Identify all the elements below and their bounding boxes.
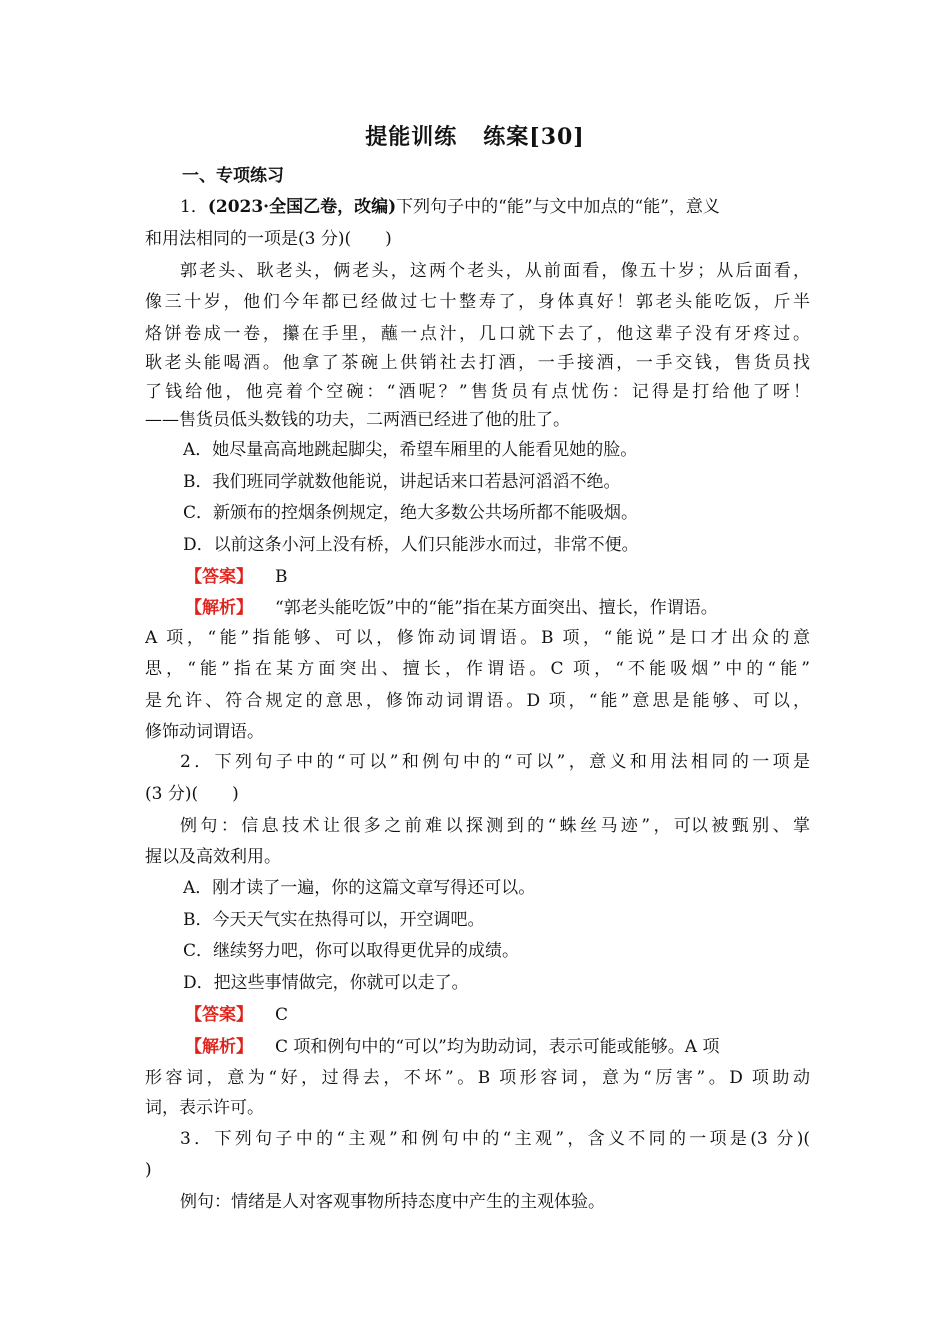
q2-option-d: D．把这些事情做完，你就可以走了。 <box>183 973 469 993</box>
emphasis-dot-char: 以 <box>691 813 708 839</box>
page-title <box>0 120 950 151</box>
q2-analysis-line: 词，表示许可。 <box>145 1098 264 1118</box>
q2-analysis-line: 形容词，意为“好，过得去，不坏”。B 项形容词，意为“厉害”。D 项助动 <box>145 1068 810 1088</box>
q1-passage-line: 像三十岁，他们今年都已经做过七十整寿了，身体真好！郭老头能吃饭，斤半 <box>145 289 810 315</box>
analysis-tag: 【解析】 <box>185 598 253 618</box>
q1-option-a: A．她尽量高高地跳起脚尖，希望车厢里的人能看见她的脸。 <box>183 440 638 460</box>
answer-value: B <box>275 567 288 587</box>
answer-tag: 【答案】 <box>185 1005 253 1025</box>
q2-option-b: B．今天天气实在热得可以，开空调吧。 <box>183 910 485 930</box>
analysis-tag: 【解析】 <box>185 1037 253 1057</box>
q3-stem-line2: ) <box>145 1160 152 1180</box>
q1-stem-line1: 1．(2023·全国乙卷，改编)下列句子中的“能”与文中加点的“能”，意义 <box>180 197 720 217</box>
q3-stem-line1: 3．下列句子中的“主观”和例句中的“主观”，含义不同的一项是(3 分)( <box>180 1129 810 1149</box>
emphasis-dot-char: 可 <box>674 813 691 839</box>
q1-analysis-line1: 【解析】 “郭老头能吃饭”中的“能”指在某方面突出、擅长，作谓语。 <box>185 598 718 618</box>
emphasis-dot-char: 能 <box>695 289 712 315</box>
q1-option-c: C．新颁布的控烟条例规定，绝大多数公共场所都不能吸烟。 <box>183 503 639 523</box>
q2-answer <box>185 1002 850 1028</box>
q1-option-b: B．我们班同学就数他能说，讲起话来口若悬河滔滔不绝。 <box>183 472 621 492</box>
q1-passage-line: 了钱给他，他亮着个空碗：“酒呢？”售货员有点忧伤：记得是打给他了呀！ <box>145 382 810 402</box>
q2-option-c: C．继续努力吧，你可以取得更优异的成绩。 <box>183 941 520 961</box>
q1-answer <box>185 564 850 590</box>
q2-analysis-line1: 【解析】 C 项和例句中的“可以”均为助动词，表示可能或能够。A 项 <box>185 1037 720 1057</box>
q1-analysis-line: 思，“能”指在某方面突出、擅长，作谓语。C 项，“不能吸烟”中的“能” <box>145 659 810 679</box>
title-code: 练案[30] <box>483 124 585 150</box>
q1-option-d: D．以前这条小河上没有桥，人们只能涉水而过，非常不便。 <box>183 535 639 555</box>
q2-example-line1: 例句：信息技术让很多之前难以探测到的“蛛丝马迹”，可以被甄别、掌 <box>180 813 810 839</box>
q1-passage-line: 郭老头、耿老头，俩老头，这两个老头，从前面看，像五十岁；从后面看， <box>180 261 810 281</box>
answer-value: C <box>275 1005 289 1025</box>
title-main: 提能训练 <box>365 124 458 150</box>
q1-source: (2023·全国乙卷，改编) <box>207 197 397 217</box>
q3-example-line: 例句：情绪是人对客观事物所持态度中产生的主观体验。 <box>180 1189 810 1215</box>
q1-passage-line: 耿老头能喝酒。他拿了茶碗上供销社去打酒，一手接酒，一手交钱，售货员找 <box>145 353 810 373</box>
q2-stem-line1: 2．下列句子中的“可以”和例句中的“可以”，意义和用法相同的一项是 <box>180 752 810 772</box>
section-heading: 一、专项练习 <box>182 166 284 186</box>
q2-option-a: A．刚才读了一遍，你的这篇文章写得还可以。 <box>183 878 536 898</box>
q1-analysis-line: 是允许、符合规定的意思，修饰动词谓语。D 项，“能”意思是能够、可以， <box>145 691 810 711</box>
emphasis-dot-char: 观 <box>537 1189 554 1215</box>
answer-tag: 【答案】 <box>185 567 253 587</box>
q1-analysis-line: 修饰动词谓语。 <box>145 722 264 742</box>
q2-stem-line2: (3 分)( ) <box>145 784 239 804</box>
emphasis-dot-char: 主 <box>520 1189 537 1215</box>
q1-analysis-line: A 项，“能”指能够、可以，修饰动词谓语。B 项，“能说”是口才出众的意 <box>145 628 810 648</box>
q1-passage-line: ——售货员低头数钱的功夫，二两酒已经进了他的肚了。 <box>145 410 570 430</box>
q1-passage-line: 烙饼卷成一卷，攥在手里，蘸一点汁，几口就下去了，他这辈子没有牙疼过。 <box>145 324 810 344</box>
q2-example-line2: 握以及高效利用。 <box>145 847 281 867</box>
q1-stem-line2: 和用法相同的一项是(3 分)( ) <box>145 229 392 249</box>
